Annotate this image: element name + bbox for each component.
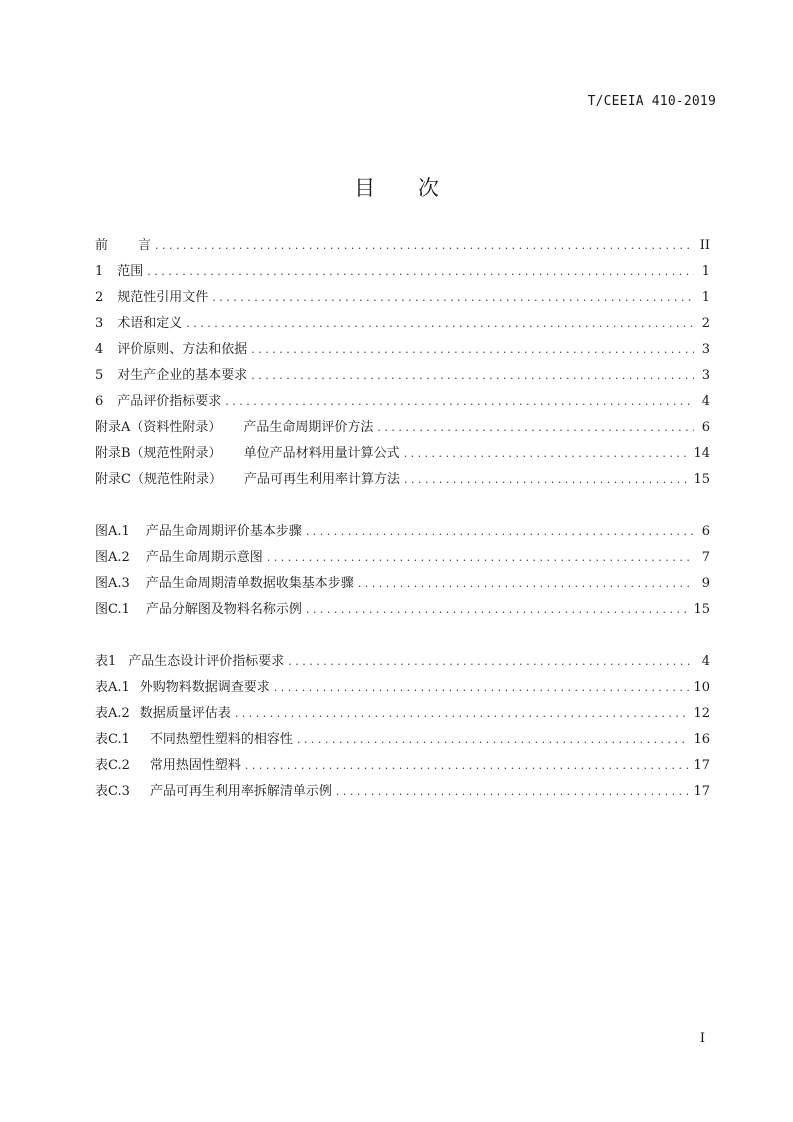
toc-entry-label: 产品可再生利用率拆解清单示例 xyxy=(149,784,332,799)
toc-entry[interactable] xyxy=(95,676,710,702)
toc-entry-label: 评价原则、方法和依据 xyxy=(117,342,248,357)
toc-entry-number: 附录B（规范性附录） xyxy=(95,446,222,461)
toc-entry-page: 14 xyxy=(693,446,710,461)
toc-leader-dots xyxy=(245,759,690,772)
toc-entry-number: 表C.3 xyxy=(95,784,130,799)
toc-entry-label: 产品生态设计评价指标要求 xyxy=(128,654,285,669)
toc-entry-page: 15 xyxy=(693,602,710,617)
toc-leader-dots xyxy=(155,239,694,252)
toc-entry-label: 产品可再生利用率计算方法 xyxy=(243,472,400,487)
toc-leader-dots xyxy=(251,369,694,382)
toc-entry[interactable] xyxy=(95,546,710,572)
toc-entry-page: 12 xyxy=(693,706,710,721)
toc-entry[interactable] xyxy=(95,780,710,806)
toc-leader-dots xyxy=(147,265,694,278)
toc-leader-dots xyxy=(297,733,690,746)
toc-entry-page: 9 xyxy=(701,576,710,591)
toc-entry-label: 规范性引用文件 xyxy=(117,290,209,305)
toc-entry-page: II xyxy=(699,238,710,253)
toc-figures-section xyxy=(95,520,710,624)
toc-entry-label: 外购物料数据调查要求 xyxy=(139,680,270,695)
toc-leader-dots xyxy=(404,473,689,486)
toc-entry-number: 3 xyxy=(95,316,104,331)
toc-entry[interactable] xyxy=(95,650,710,676)
toc-entry-number: 表C.1 xyxy=(95,732,130,747)
toc-leader-dots xyxy=(288,655,694,668)
toc-entry-number: 图A.3 xyxy=(95,576,130,591)
toc-entry[interactable] xyxy=(95,416,710,442)
toc-leader-dots xyxy=(358,577,694,590)
toc-entry-label: 数据质量评估表 xyxy=(139,706,231,721)
toc-leader-dots xyxy=(235,707,690,720)
toc-entry-number: 1 xyxy=(95,264,104,279)
toc-entry[interactable] xyxy=(95,468,710,494)
toc-leader-dots xyxy=(377,421,694,434)
toc-entry[interactable] xyxy=(95,364,710,390)
toc-entry-label: 常用热固性塑料 xyxy=(149,758,241,773)
toc-tables-section xyxy=(95,650,710,806)
toc-entry-label: 产品生命周期清单数据收集基本步骤 xyxy=(145,576,354,591)
toc-entry[interactable] xyxy=(95,572,710,598)
toc-entry[interactable] xyxy=(95,702,710,728)
toc-entry[interactable] xyxy=(95,598,710,624)
toc-entry-page: 3 xyxy=(701,368,710,383)
toc-entry-page: 10 xyxy=(693,680,710,695)
toc-entry-page: 17 xyxy=(693,758,710,773)
toc-entry[interactable] xyxy=(95,260,710,286)
toc-entry-page: 7 xyxy=(701,550,710,565)
toc-leader-dots xyxy=(267,551,694,564)
toc-entry-number: 5 xyxy=(95,368,104,383)
toc-entry-number: 表A.1 xyxy=(95,680,130,695)
document-code: T/CEEIA 410-2019 xyxy=(587,94,716,109)
toc-entry-number: 图A.2 xyxy=(95,550,130,565)
toc-entry-label: 产品分解图及物料名称示例 xyxy=(145,602,302,617)
toc-entry-number: 表C.2 xyxy=(95,758,130,773)
toc-entry-page: 6 xyxy=(701,420,710,435)
toc-entry-label: 产品生命周期评价方法 xyxy=(243,420,374,435)
toc-entry-label: 产品评价指标要求 xyxy=(117,394,222,409)
toc-entry[interactable] xyxy=(95,234,710,260)
toc-leader-dots xyxy=(274,681,690,694)
toc-entry-number: 图C.1 xyxy=(95,602,130,617)
toc-entry-number: 6 xyxy=(95,394,104,409)
toc-entry-number: 附录C（规范性附录） xyxy=(95,472,222,487)
toc-entry-page: 2 xyxy=(701,316,710,331)
toc-entry-label: 产品生命周期示意图 xyxy=(145,550,263,565)
toc-entry-page: 16 xyxy=(693,732,710,747)
page-number: I xyxy=(699,1031,705,1046)
toc-entry-label: 范围 xyxy=(117,264,144,279)
toc-entry[interactable] xyxy=(95,520,710,546)
toc-entry-page: 3 xyxy=(701,342,710,357)
toc-entry-number: 4 xyxy=(95,342,104,357)
toc-entry[interactable] xyxy=(95,390,710,416)
toc-entry[interactable] xyxy=(95,338,710,364)
toc-leader-dots xyxy=(225,395,694,408)
page-title: 目 次 xyxy=(354,176,457,200)
toc-leader-dots xyxy=(336,785,690,798)
toc-entry-page: 1 xyxy=(701,264,710,279)
toc-entry-number: 图A.1 xyxy=(95,524,130,539)
toc-entry-number: 表A.2 xyxy=(95,706,130,721)
toc-entry[interactable] xyxy=(95,286,710,312)
toc-entry-page: 6 xyxy=(701,524,710,539)
toc-entry-page: 15 xyxy=(693,472,710,487)
toc-leader-dots xyxy=(212,291,694,304)
toc-entry-label: 单位产品材料用量计算公式 xyxy=(243,446,400,461)
toc-entry-number: 2 xyxy=(95,290,104,305)
toc-entry-label: 不同热塑性塑料的相容性 xyxy=(149,732,293,747)
toc-leader-dots xyxy=(251,343,694,356)
toc-entry-label: 对生产企业的基本要求 xyxy=(117,368,248,383)
toc-entry-page: 17 xyxy=(693,784,710,799)
toc-entry[interactable] xyxy=(95,754,710,780)
toc-entry-number: 附录A（资料性附录） xyxy=(95,420,222,435)
toc-main-section xyxy=(95,234,710,494)
toc-entry-label: 言 xyxy=(138,238,152,253)
toc-entry-page: 4 xyxy=(701,654,710,669)
toc-leader-dots xyxy=(404,447,690,460)
toc-entry-page: 4 xyxy=(701,394,710,409)
toc-entry-label: 产品生命周期评价基本步骤 xyxy=(145,524,302,539)
toc-entry-label: 术语和定义 xyxy=(117,316,183,331)
toc-entry[interactable] xyxy=(95,728,710,754)
toc-leader-dots xyxy=(306,603,690,616)
toc-leader-dots xyxy=(186,317,694,330)
toc-entry-number: 表1 xyxy=(95,654,117,669)
toc-leader-dots xyxy=(306,525,694,538)
toc-entry[interactable] xyxy=(95,312,710,338)
toc-entry-page: 1 xyxy=(701,290,710,305)
toc-entry[interactable] xyxy=(95,442,710,468)
toc-entry-number: 前 xyxy=(95,238,109,253)
